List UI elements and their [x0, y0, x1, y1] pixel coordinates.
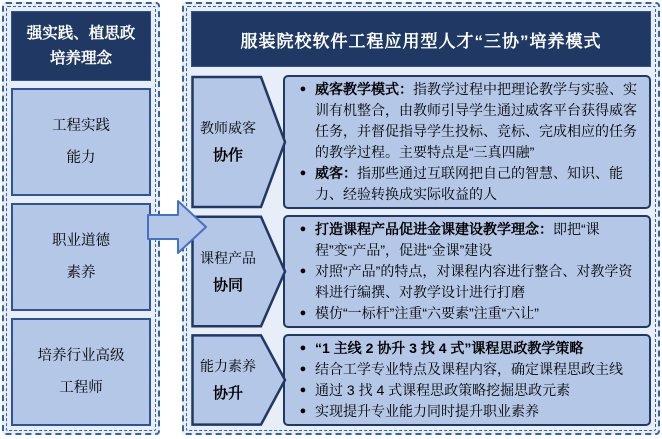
bullet-icon: ● [299, 307, 307, 319]
row-label-line2: 协升 [212, 385, 243, 402]
item-line2: 工程师 [59, 380, 103, 396]
bullet-item [291, 401, 641, 422]
left-panel [2, 2, 160, 435]
row-label-line1: 能力素养 [200, 358, 256, 374]
bullet-icon: ● [299, 223, 307, 235]
left-header [11, 11, 151, 81]
bullet-text: 模仿“一标杆”注重“六要素”注重“六让” [315, 305, 539, 321]
left-header-line2: 培养理念 [49, 50, 112, 67]
row-label-teacher-witkey [191, 75, 287, 209]
right-arrow-icon [146, 196, 210, 258]
bullet-text: 即把“课程”变“产品”，促进“金课”建设 [315, 221, 600, 258]
item-line2: 能力 [66, 150, 96, 166]
bullet-icon: ● [299, 342, 307, 354]
row-teacher-witkey [191, 75, 651, 209]
bullet-item [291, 338, 641, 359]
left-panel-inner [6, 6, 156, 431]
bullet-item [291, 359, 641, 380]
item-line1: 职业道德 [52, 233, 110, 249]
row-course-product [191, 215, 651, 328]
row-ability-quality [191, 334, 651, 426]
right-panel-title: 服装院校软件工程应用型人才“三协”培养模式 [191, 11, 651, 67]
bullet-text: 指教学过程中把理论教学与实验、实训有机整合，由教师引导学生通过威客平台获得威客任务，并督促指导学生投标、竞标、完成相应的任务的教学过程。主要特点是“三真四融” [315, 81, 637, 160]
bullet-lead: 威客： [315, 165, 357, 181]
row-label-line2: 协作 [212, 147, 243, 164]
bullet-box-teacher-witkey [283, 75, 651, 209]
row-label-line2: 协同 [212, 276, 243, 294]
bullet-lead: “1 主线 2 协升 3 找 4 式”课程思政教学策略 [315, 340, 584, 356]
bullet-box-course-product [283, 215, 651, 328]
bullet-icon: ● [299, 83, 307, 95]
bullet-text: 对照“产品”的特点，对课程内容进行整合、对教学资料进行编撰、对教学设计进行打磨 [315, 263, 633, 300]
row-label-ability-quality [191, 334, 287, 426]
row-label-line1: 教师威客 [200, 120, 256, 136]
bullet-item [291, 163, 641, 205]
left-item-engineering-practice [11, 88, 151, 196]
left-item-senior-engineer [11, 318, 151, 426]
bullet-text: 通过 3 找 4 式课程思政策略挖掘思政元素 [315, 382, 571, 398]
right-panel [182, 2, 660, 435]
bullet-icon: ● [299, 405, 307, 417]
bullet-text: 结合工学专业特点及课程内容，确定课程思政主线 [315, 361, 623, 377]
bullet-lead: 威客教学模式： [315, 81, 413, 97]
bullet-icon: ● [299, 384, 307, 396]
right-panel-inner [186, 6, 656, 431]
bullet-text: 指那些通过互联网把自己的智慧、知识、能力、经验转换成实际收益的人 [315, 165, 623, 202]
left-item-professional-ethics [11, 203, 151, 311]
item-line2: 素养 [66, 265, 96, 281]
bullet-item [291, 303, 641, 324]
bullet-icon: ● [299, 363, 307, 375]
bullet-item [291, 219, 641, 261]
bullet-lead: 打造课程产品促进金课建设教学理念： [315, 221, 553, 237]
bullet-icon: ● [299, 265, 307, 277]
bullet-item [291, 380, 641, 401]
bullet-item [291, 79, 641, 163]
bullet-box-ability-quality [283, 334, 651, 426]
left-header-line1: 强实践、植思政 [26, 25, 136, 42]
bullet-icon: ● [299, 167, 307, 179]
bullet-item [291, 261, 641, 303]
item-line1: 工程实践 [52, 118, 110, 134]
row-label-line1: 课程产品 [200, 249, 256, 266]
item-line1: 培养行业高级 [37, 348, 125, 364]
bullet-text: 实现提升专业能力同时提升职业素养 [315, 403, 539, 419]
